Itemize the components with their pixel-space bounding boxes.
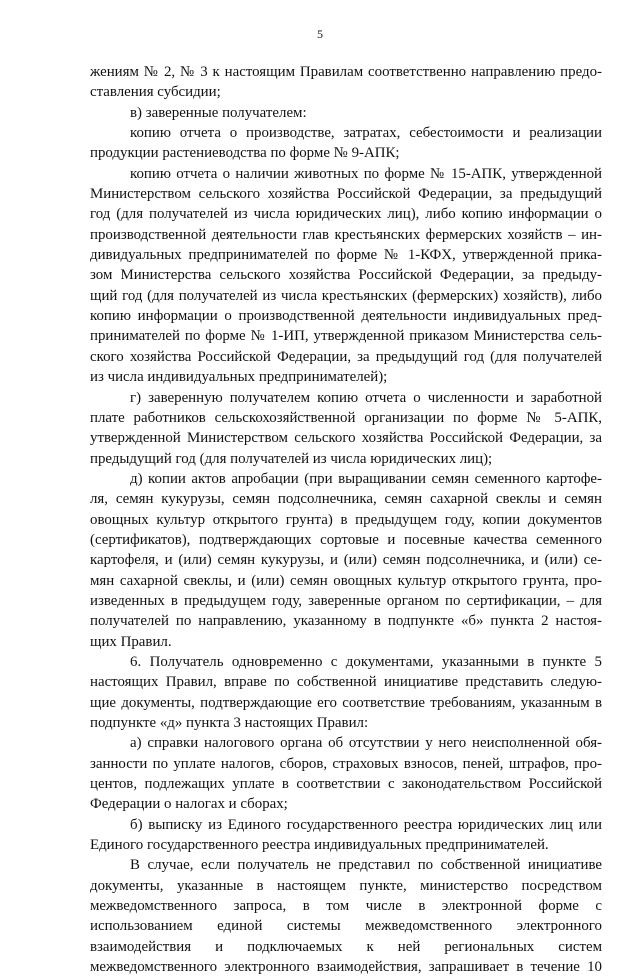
text-line: Федерации о налогах и сборах;	[90, 796, 288, 813]
text-line: утвержденной Министерством сельского хозяйства Российской Федерации, за	[90, 430, 602, 447]
text-line: щий год (для получателей из числа крестьянских (фермерских) хозяйств), либо	[90, 287, 602, 304]
text-line: подпункте «д» пункта 3 настоящих Правил:	[90, 715, 369, 731]
document-body	[90, 62, 602, 977]
text-line: б) выписку из Единого государственного реестра юридических лиц или	[130, 816, 602, 833]
text-line: производственной деятельности глав крестьянских фермерских хозяйств – ин-	[90, 226, 602, 243]
text-line: копию отчета о производстве, затратах, себестоимости и реализации	[130, 125, 602, 142]
page-number: 5	[317, 27, 323, 41]
text-line: занности по уплате налогов, сборов, страховых взносов, пеней, штрафов, про-	[90, 755, 602, 772]
text-line: настоящих Правил, вправе по собственной инициативе представить следую-	[90, 674, 602, 691]
text-line: взаимодействия и подключаемых к ней региональных систем	[90, 938, 602, 955]
text-line: зом Министерства сельского хозяйства Российской Федерации, за предыду-	[90, 267, 602, 284]
text-line: год (для получателей из числа юридических лиц), либо копию информации о	[90, 206, 602, 223]
text-line: в) заверенные получателем:	[130, 104, 307, 121]
text-line: центов, подлежащих уплате в соответствии с законодательством Российской	[90, 776, 602, 793]
text-line: плате работников сельскохозяйственной организации по форме № 5-АПК,	[90, 409, 602, 426]
text-line: межведомственного электронного взаимодействия, запрашивает в течение 10	[90, 959, 602, 976]
text-line: 6. Получатель одновременно с документами, указанными в пункте 5	[130, 653, 602, 670]
text-line: ского хозяйства Российской Федерации, за предыдущий год (для получателей	[90, 348, 602, 365]
text-line: а) справки налогового органа об отсутствии у него неисполненной обя-	[130, 735, 602, 752]
text-line: овощных культур открытого грунта) в предыдущем году, копии документов	[90, 511, 602, 528]
text-line: В случае, если получатель не представил по собственной инициативе	[130, 857, 602, 874]
text-line: документы, указанные в настоящем пункте, министерство посредством	[90, 877, 602, 894]
text-line: из числа индивидуальных предпринимателей);	[90, 369, 388, 386]
text-line: межведомственного запроса, в том числе в электронной форме с	[90, 898, 602, 915]
text-line: мян сахарной свеклы, и (или) семян овощных культур открытого грунта, про-	[90, 572, 602, 589]
text-line: (сертификатов), подтверждающих сортовые и посевные качества семенного	[90, 531, 602, 548]
text-line: щих Правил.	[90, 633, 172, 650]
text-line: получателей по направлению, указанному в подпункте «б» пункта 2 настоя-	[90, 613, 602, 630]
text-line: жениям № 2, № 3 к настоящим Правилам соответственно направлению предо-	[90, 64, 602, 80]
text-line: картофеля, и (или) семян кукурузы, и (или) семян подсолнечника, и (или) се-	[90, 552, 602, 569]
text-line: Единого государственного реестра индивидуальных предпринимателей.	[90, 837, 549, 854]
text-line: щие документы, подтверждающие его соответствие требованиям, указанным в	[90, 694, 602, 711]
text-line: д) копии актов апробации (при выращивании семян семенного картофе-	[130, 470, 602, 487]
text-line: принимателей по форме № 1-ИП, утвержденной приказом Министерства сель-	[90, 328, 602, 345]
text-line: ля, семян кукурузы, семян подсолнечника, семян сахарной свеклы и семян	[90, 491, 602, 508]
text-line: изведенных в предыдущем году, заверенные органом по сертификации, – для	[90, 592, 602, 609]
text-line: Министерством сельского хозяйства Российской Федерации, за предыдущий	[90, 186, 602, 203]
text-line: дивидуальных предпринимателей по форме № 1-КФХ, утвержденной прика-	[90, 247, 602, 264]
text-line: копию отчета о наличии животных по форме № 15-АПК, утвержденной	[130, 165, 602, 182]
text-line: использованием единой системы межведомственного электронного	[90, 918, 602, 935]
text-line: г) заверенную получателем копию отчета о численности и заработной	[130, 389, 602, 406]
text-line: предыдущий год (для получателей из числа юридических лиц);	[90, 450, 493, 467]
text-line: копию информации о производственной деятельности индивидуальных пред-	[90, 308, 602, 325]
text-line: ставления субсидии;	[90, 84, 221, 101]
text-line: продукции растениеводства по форме № 9-АПК;	[90, 145, 400, 162]
